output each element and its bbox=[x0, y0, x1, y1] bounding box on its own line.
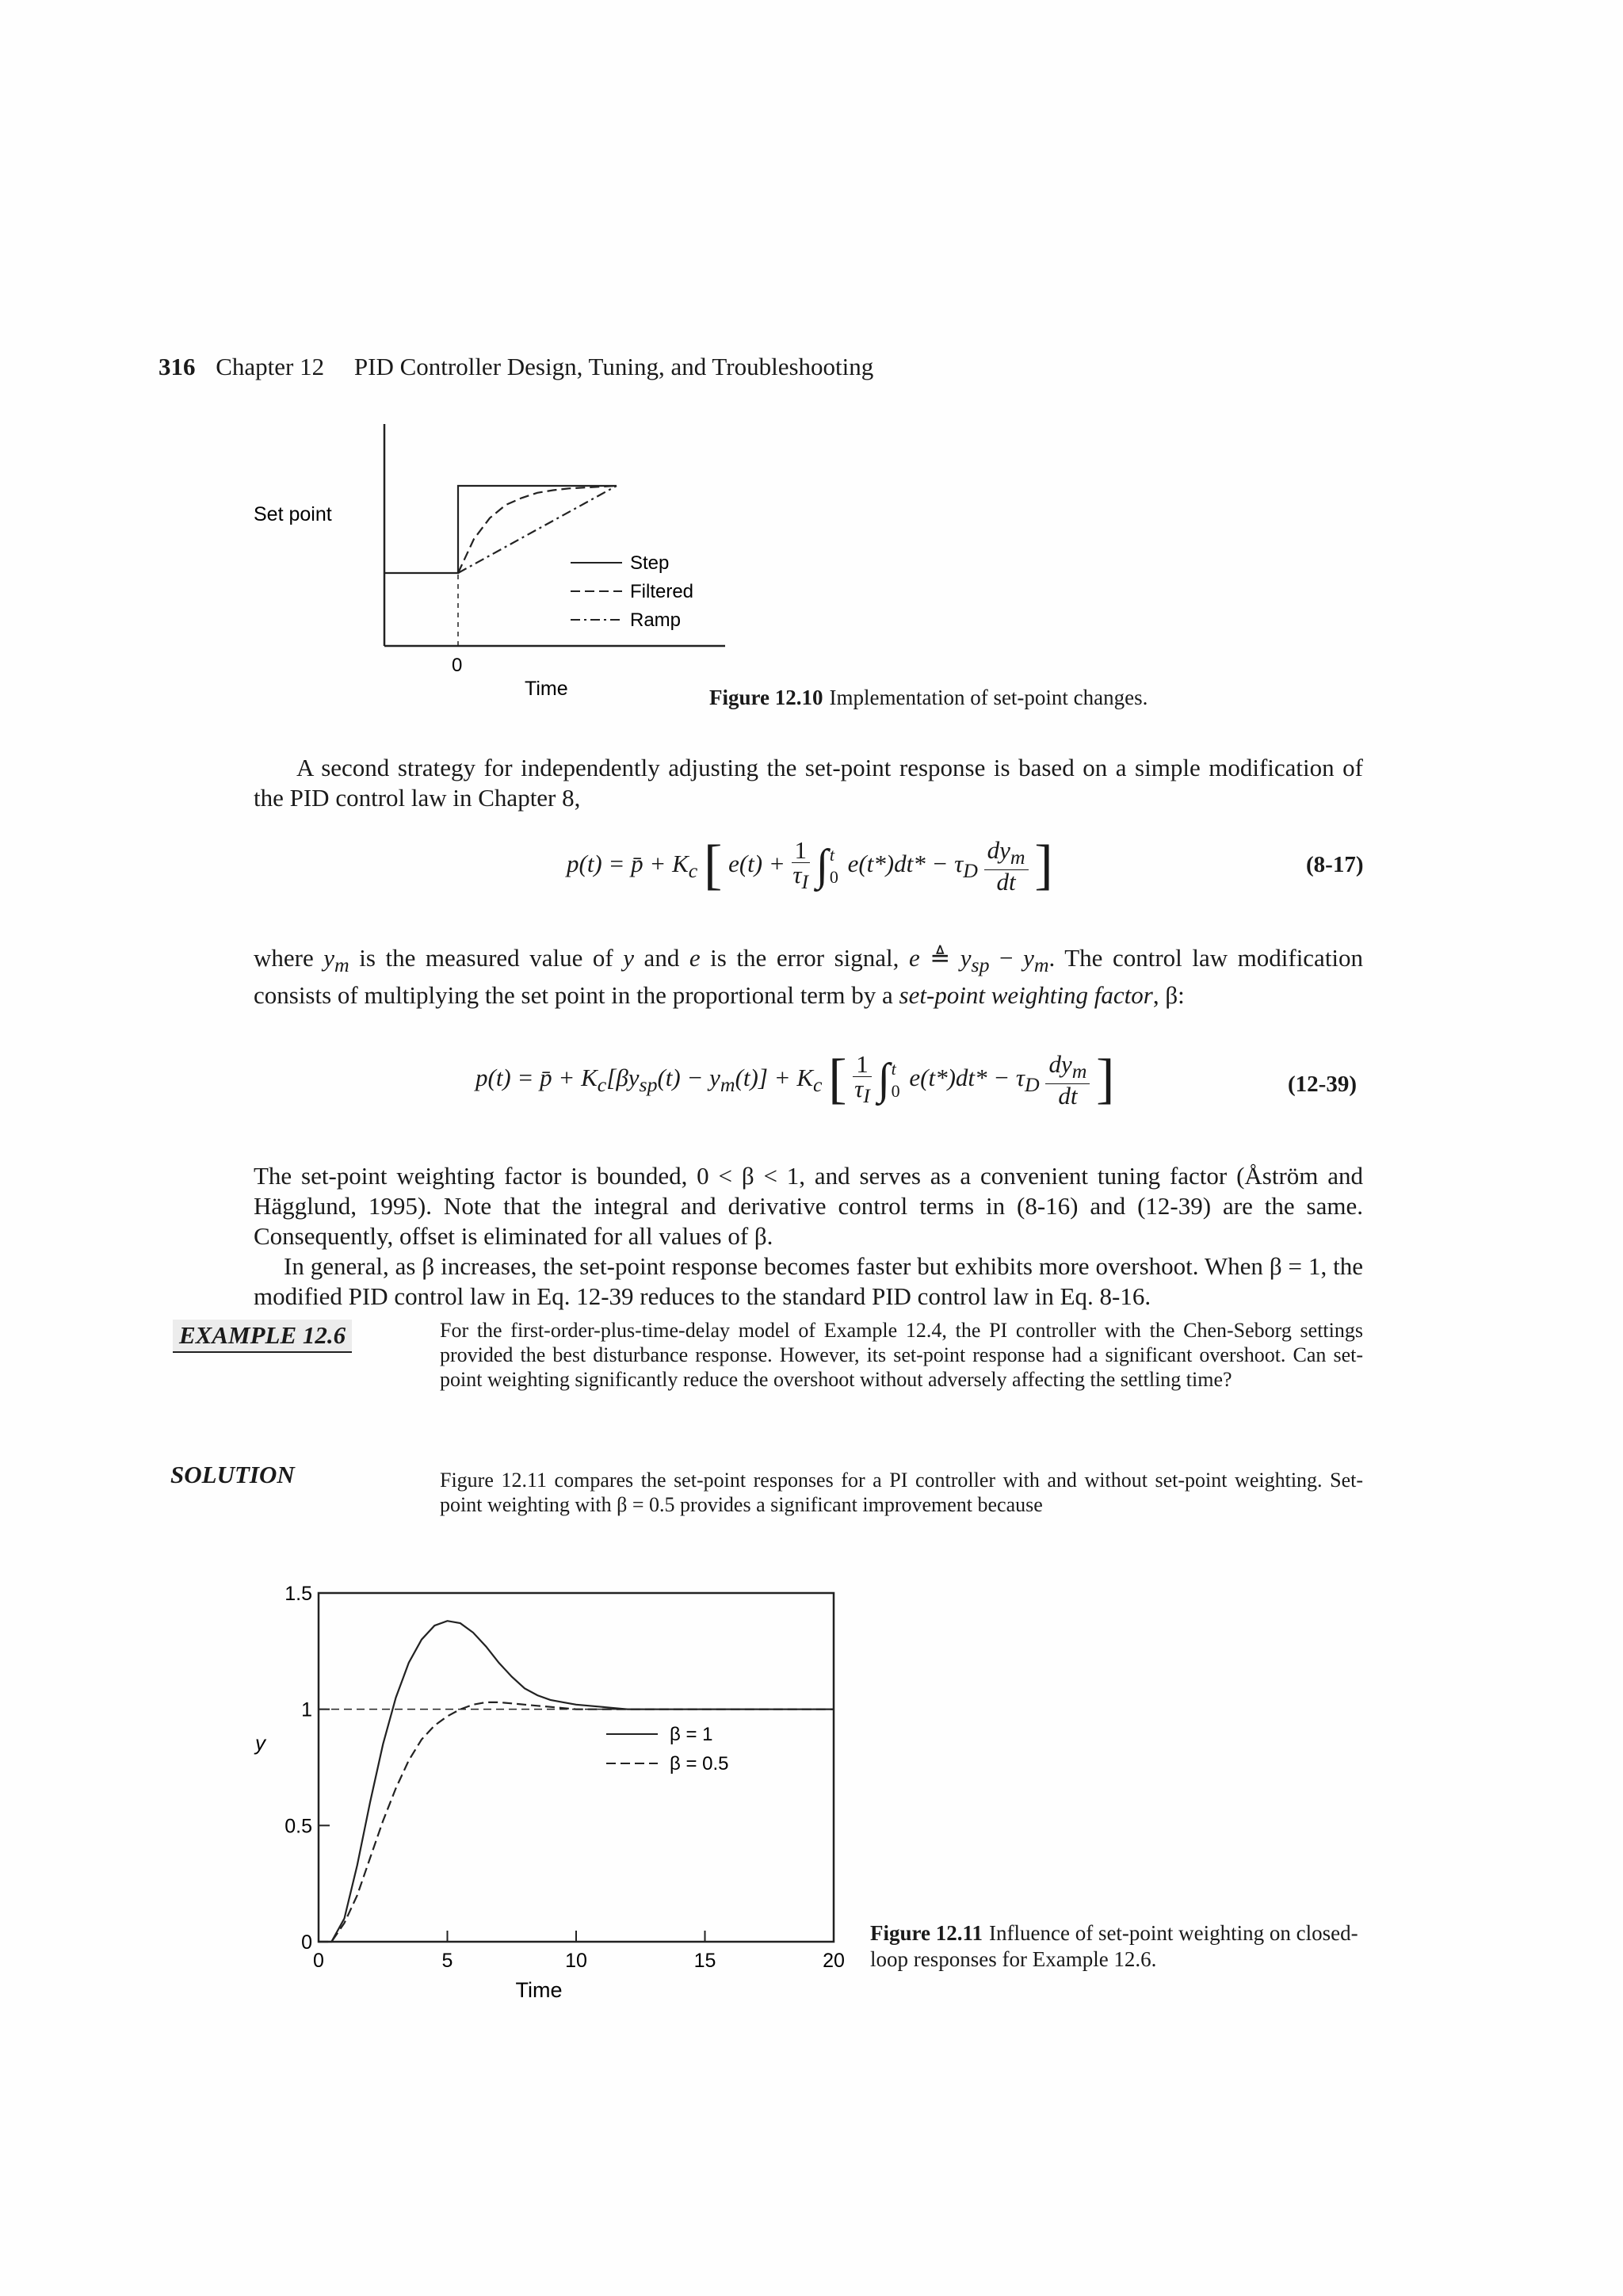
deriv-den: dt bbox=[1058, 1081, 1078, 1110]
caption-text: Influence of set-point weighting on closed-loop responses for Example 12.6. bbox=[870, 1921, 1358, 1971]
legend-beta1-label: β = 1 bbox=[670, 1724, 713, 1745]
fig1211-xlabel: Time bbox=[515, 1978, 563, 2002]
fig1210-series-group bbox=[384, 486, 617, 573]
p2-var: e bbox=[689, 944, 701, 972]
fig1211-series-group bbox=[319, 1621, 834, 1942]
eq-mid: (t) − y bbox=[657, 1064, 720, 1091]
example-text: For the first-order-plus-time-delay model of Example 12.4, the PI controller with the Chen-Seborg settings provided the best disturbance response. However, its set-point response had a significant overshoot. Can set-point weighting significantly reduce the overshoot without adversely affecting the settling time? bbox=[440, 1319, 1363, 1391]
fig1211-ylabel: y bbox=[255, 1731, 265, 1755]
eq-lhs: p(t) = p̄ + K bbox=[567, 850, 689, 877]
tau-sub: D bbox=[963, 859, 978, 883]
caption-text: Implementation of set-point changes. bbox=[829, 686, 1148, 709]
p2-emphasis: set-point weighting factor bbox=[899, 981, 1153, 1010]
fig1211-legend bbox=[606, 1724, 729, 1775]
int-upper: t bbox=[891, 1058, 896, 1079]
p2-minus: − bbox=[989, 944, 1024, 972]
equation-12-39 bbox=[475, 1048, 1114, 1111]
bracket-open: [ bbox=[828, 1049, 847, 1110]
caption-label: Figure 12.10 bbox=[709, 686, 823, 709]
solution-text: Figure 12.11 compares the set-point responses for a PI controller with and without set-point weighting. Set-point weighting with β = 0.5 provides a significant improvement because bbox=[440, 1469, 1363, 1516]
eq-sub: c bbox=[813, 1073, 823, 1097]
example-label: EXAMPLE 12.6 bbox=[173, 1320, 352, 1353]
p2-text: . The control law modification consists of multiplying the set point in the proportional term by a bbox=[254, 944, 1364, 1010]
frac-num: 1 bbox=[792, 839, 811, 863]
fig1211-plot-frame bbox=[319, 1593, 834, 1942]
integrand: e(t*)dt* − τ bbox=[909, 1064, 1025, 1091]
frac-den-sub: I bbox=[863, 1083, 870, 1107]
deriv-num-sub: m bbox=[1010, 845, 1025, 869]
legend-filtered-label: Filtered bbox=[630, 581, 694, 602]
eq-sub: c bbox=[688, 859, 698, 883]
integrand: e(t*)dt* − τ bbox=[847, 850, 964, 877]
legend-beta05-label: β = 0.5 bbox=[670, 1753, 729, 1775]
deriv-num-sym: dy bbox=[1048, 1049, 1072, 1078]
bracket-open: [ bbox=[704, 835, 723, 896]
p2-sub: m bbox=[334, 953, 349, 977]
fig1211-y-tick-label: 1.5 bbox=[285, 1583, 312, 1605]
tau-sub: D bbox=[1025, 1073, 1040, 1097]
p2-sub: sp bbox=[971, 953, 990, 977]
deriv-num bbox=[984, 835, 1029, 870]
fig1211-x-tick-label: 10 bbox=[565, 1950, 587, 1972]
fig1211-series-line-beta-0-5 bbox=[319, 1702, 834, 1942]
fig1211-y-tick-label: 1 bbox=[301, 1698, 312, 1721]
integral-sign: ∫ bbox=[877, 1055, 890, 1104]
p2-text: where bbox=[254, 944, 324, 972]
frac-den bbox=[792, 860, 811, 894]
int-upper: t bbox=[829, 844, 834, 865]
p2-var: y bbox=[1023, 944, 1034, 972]
chapter-title: PID Controller Design, Tuning, and Troubleshooting bbox=[353, 353, 874, 380]
integral-sign: ∫ bbox=[815, 841, 829, 890]
bracket-close: ] bbox=[1034, 835, 1053, 896]
p2-sub: m bbox=[1033, 953, 1049, 977]
equation-8-17 bbox=[567, 834, 1053, 897]
fraction bbox=[792, 835, 811, 894]
fig1210-ylabel: Set point bbox=[254, 503, 332, 525]
caption-label: Figure 12.11 bbox=[870, 1921, 983, 1945]
paragraph-4: In general, as β increases, the set-point response becomes faster but exhibits more overshoot. When β = 1, the modified PID control law in Eq. 12-39 reduces to the standard PID control law in Eq. 8-16. bbox=[254, 1252, 1364, 1310]
figure-12-10-caption bbox=[709, 685, 1148, 711]
fig1210-xlabel: Time bbox=[525, 678, 568, 700]
eq-sub: c bbox=[597, 1073, 607, 1097]
page-number: 316 bbox=[158, 353, 196, 380]
int-lower: 0 bbox=[891, 1080, 900, 1101]
p2-defeq: ≜ bbox=[930, 944, 951, 972]
running-header bbox=[158, 353, 873, 381]
p2-var: y bbox=[960, 944, 972, 972]
fraction bbox=[853, 1049, 872, 1108]
p2-text: , β: bbox=[1152, 981, 1185, 1010]
frac-den-sym: τ bbox=[792, 860, 802, 888]
legend-ramp-label: Ramp bbox=[630, 609, 682, 631]
chapter-label: Chapter 12 bbox=[216, 353, 325, 380]
fig1211-x-tick-label: 20 bbox=[823, 1950, 845, 1972]
frac-den-sub: I bbox=[801, 869, 809, 893]
fig1211-x-tick-label: 5 bbox=[441, 1950, 453, 1972]
p2-var: y bbox=[323, 944, 335, 972]
eq-mid: [βy bbox=[606, 1064, 640, 1091]
figure-12-10-chart bbox=[254, 416, 745, 717]
frac-num: 1 bbox=[853, 1052, 872, 1077]
frac-den-sym: τ bbox=[854, 1074, 864, 1102]
p2-text: and bbox=[634, 944, 689, 972]
derivative-fraction bbox=[1045, 1049, 1090, 1110]
equation-number-12-39: (12-39) bbox=[1288, 1072, 1357, 1097]
int-lower: 0 bbox=[829, 866, 838, 887]
p2-var: y bbox=[623, 944, 635, 972]
eq-et: e(t) + bbox=[728, 850, 785, 877]
integral-limits bbox=[830, 844, 838, 888]
fig1211-y-tick-label: 0 bbox=[301, 1931, 312, 1954]
p2-text: is the measured value of bbox=[349, 944, 624, 972]
paragraph-1: A second strategy for independently adjusting the set-point response is based on a simple modification of the PID control law in Chapter 8, bbox=[254, 754, 1363, 812]
fig1211-x-tick-label: 15 bbox=[693, 1950, 716, 1972]
eq-mid: (t)] + K bbox=[735, 1064, 813, 1091]
equation-number-8-17: (8-17) bbox=[1306, 852, 1364, 877]
figure-12-11-chart bbox=[238, 1569, 864, 2013]
fig1211-ticks bbox=[285, 1583, 845, 1972]
bracket-close: ] bbox=[1096, 1049, 1115, 1110]
fig1210-legend bbox=[571, 552, 693, 631]
fig1210-series-line-step bbox=[384, 486, 617, 573]
derivative-fraction bbox=[984, 835, 1029, 896]
deriv-num-sub: m bbox=[1071, 1059, 1087, 1083]
p2-var: e bbox=[908, 944, 920, 972]
integral-limits bbox=[892, 1058, 900, 1102]
fig1211-x-tick-label: 0 bbox=[313, 1950, 324, 1972]
legend-step-label: Step bbox=[630, 552, 670, 574]
eq-sub: sp bbox=[639, 1073, 658, 1097]
deriv-num bbox=[1045, 1049, 1090, 1084]
frac-den bbox=[853, 1074, 872, 1108]
solution-label: SOLUTION bbox=[170, 1461, 295, 1488]
fig1210-x-tick: 0 bbox=[452, 655, 463, 676]
figure-12-11-caption bbox=[870, 1920, 1361, 1973]
p2-text: is the error signal, bbox=[700, 944, 909, 972]
fig1211-series-line-beta-1 bbox=[319, 1621, 834, 1942]
eq-lhs: p(t) = p̄ + K bbox=[475, 1064, 598, 1091]
fig1211-y-tick-label: 0.5 bbox=[285, 1815, 312, 1838]
deriv-num-sym: dy bbox=[987, 835, 1010, 864]
paragraph-2 bbox=[254, 943, 1363, 1010]
deriv-den: dt bbox=[996, 867, 1016, 896]
eq-sub: m bbox=[720, 1073, 735, 1097]
paragraph-3: The set-point weighting factor is bounded, 0 < β < 1, and serves as a convenient tuning factor (Åström and Hägglund, 1995). Note that the integral and derivative control terms in (8-16) and (12-39) are the same. Consequently, offset is eliminated for all values of β. bbox=[254, 1162, 1363, 1250]
